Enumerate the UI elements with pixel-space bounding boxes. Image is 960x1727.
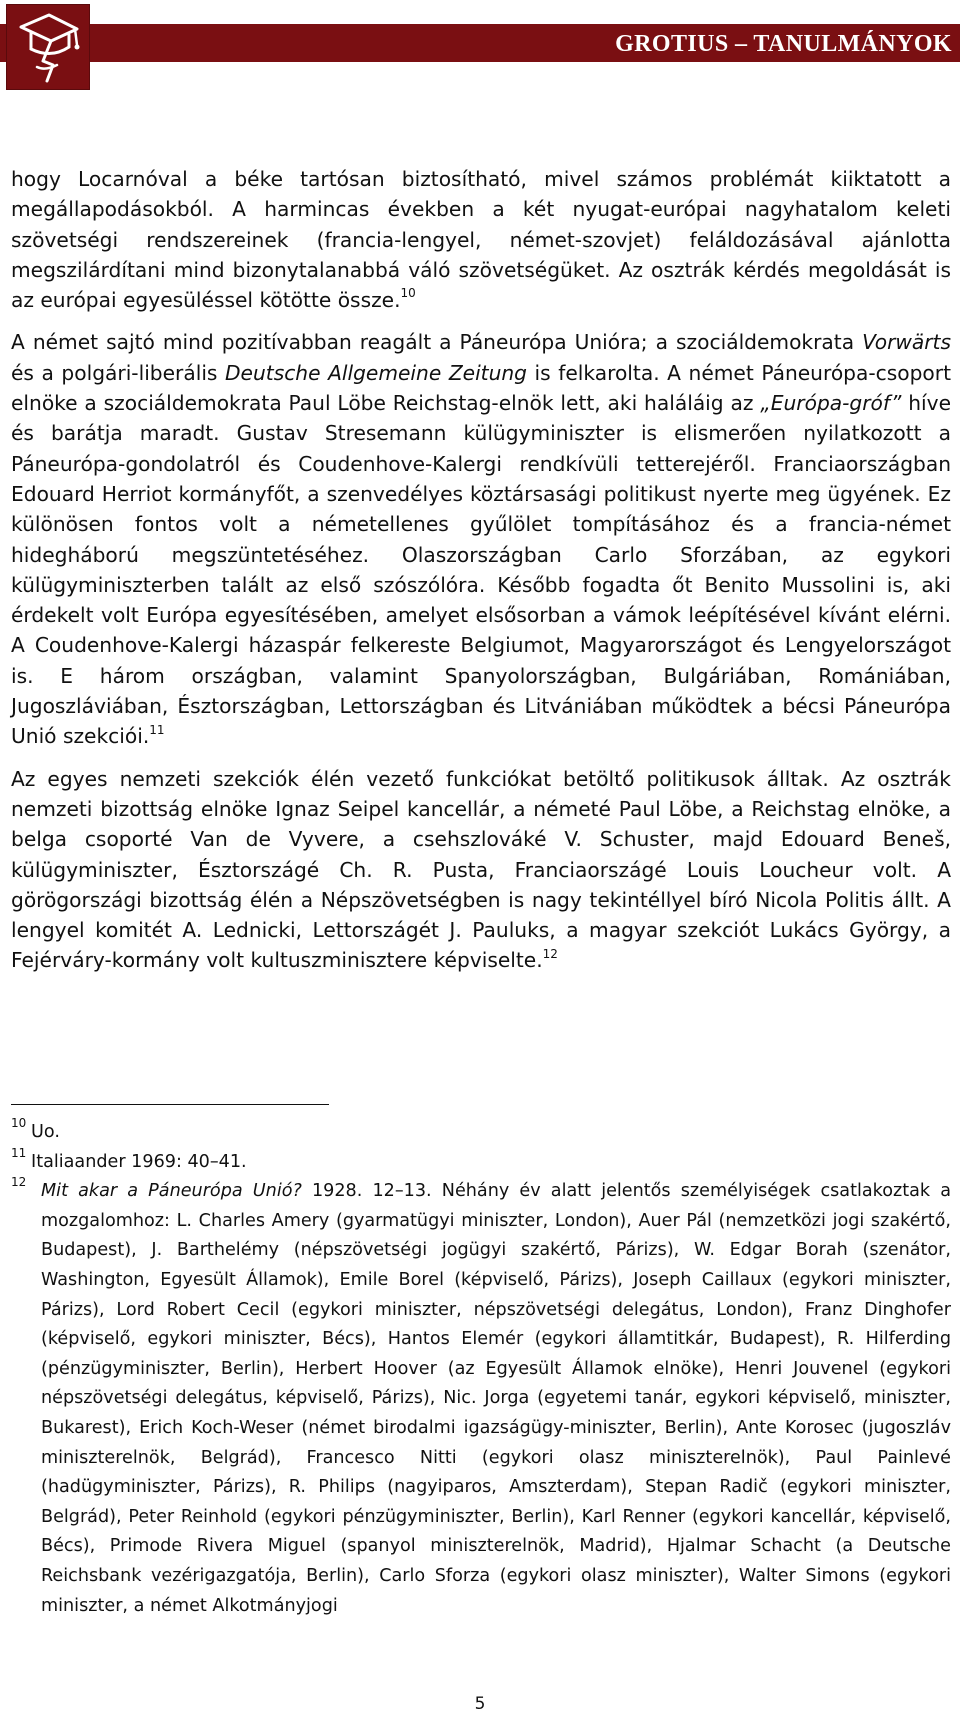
italic-title-vorwarts: Vorwärts (862, 330, 951, 355)
paragraph-1 (11, 164, 951, 315)
paragraph-text: és a polgári-liberális (11, 360, 226, 385)
journal-title: GROTIUS – TANULMÁNYOK (615, 31, 952, 57)
paragraph-text: hogy Locarnóval a béke tartósan biztosítható, mivel számos problémát kiiktatott a megállapodásokból. A harmincas években a két nyugat-európai nagyhatalom keleti szövetségi rendszereinek (francia-lengyel, német-szovjet) feláldozásával ajánlotta megszilárdítani mind bizonytalanabbá váló szövetségüket. Az osztrák kérdés megoldását is az európai egyesüléssel kötötte össze. (11, 167, 951, 313)
page-header (0, 0, 960, 90)
italic-title-daz: Deutsche Allgemeine Zeitung (225, 360, 527, 385)
footnote-ref-10[interactable]: 10 (400, 286, 416, 301)
footnote-12 (11, 1177, 951, 1621)
page-number: 5 (474, 1694, 486, 1714)
paragraph-text: Az egyes nemzeti szekciók élén vezető funkciókat betöltő politikusok álltak. Az osztrák nemzeti bizottság elnöke Ignaz Seipel kancellár, a németé Paul Löbe, a Reichstag elnöke, a belga csoporté Van de Vyvere, a csehszlováké V. Schuster, majd Edouard Beneš, külügyminiszter, Észtországé Ch. R. Pusta, Franciaországé Louis Loucheur volt. A görögországi bizottság élén a Népszövetségben is nagy tekintéllyel bíró Nicola Politis állt. A lengyel komitét A. Lednicki, Lettországét J. Pauluks, a magyar szekciót Lukács György, a Fejérváry-kormány volt kultuszminisztere képviselte. (11, 766, 951, 973)
footnote-11 (11, 1145, 951, 1178)
footnote-10 (11, 1118, 951, 1148)
italic-quote-europa-grof: „Európa-gróf” (760, 391, 902, 416)
grotius-logo-icon (6, 4, 90, 90)
paragraph-text: is felkarolta. A német Páneurópa-csoport elnöke a szociáldemokrata Paul Löbe Reichstag-elnök lett, aki haláláig az (11, 360, 951, 416)
footnote-number: 10 (11, 1116, 27, 1130)
footnote-divider (11, 1104, 329, 1105)
footnote-number: 12 (11, 1175, 27, 1190)
footnote-text: 1928. 12–13. Néhány év alatt jelentős személyiségek csatlakoztak a mozgalomhoz: L. Charles Amery (gyarmatügyi miniszter, London), Auer Pál (nemzetközi jogi szakértő, Budapest), J. Barthelémy (népszövetségi jogügyi szakértő, Párizs), W. Edgar Borah (szenátor, Washington, Egyesült Államok), Emile Borel (képviselő, Párizs), Joseph Caillaux (egykori miniszter, Párizs), Lord Robert Cecil (egykori miniszter, népszövetségi delegátus, London), Franz Dinghofer (képviselő, egykori miniszter, Bécs), Hantos Elemér (egykori államtitkár, Budapest), R. Hilferding (pénzügyminiszter, Berlin), Herbert Hoover (az Egyesült Államok elnöke), Henri Jouvenel (egykori népszövetségi delegátus, képviselő, Párizs), Nic. Jorga (egyetemi tanár, egykori képviselő, miniszter, Bukarest), Erich Koch-Weser (német birodalmi igazságügy-miniszter, Berlin), Ante Korosec (jugoszláv miniszterelnök, Belgrád), Francesco Nitti (egykori olasz miniszterelnök), Paul Painlevé (hadügyminiszter, Párizs), R. Philips (nagyiparos, Amszterdam), Stepan Radič (egykori miniszter, Belgrád), Peter Reinhold (egykori pénzügyminiszter, Berlin), Karl Renner (egykori kancellár, képviselő, Bécs), Primode Rivera Miguel (spanyol miniszterelnök, Madrid), Hjalmar Schacht (a Deutsche Reichsbank vezérigazgatója, Berlin), Carlo Sforza (egykori olasz miniszter), Walter Simons (egykori miniszter, a német Alkotmányjogi (41, 1181, 951, 1616)
paragraph-2 (11, 327, 951, 751)
footnotes (11, 1118, 951, 1621)
footnote-text: Italiaander 1969: 40–41. (31, 1151, 247, 1172)
paragraph-3 (11, 764, 951, 976)
footnote-text: Uo. (31, 1122, 60, 1142)
footnote-italic-title: Mit akar a Páneurópa Unió? (41, 1181, 302, 1202)
footnote-ref-11[interactable]: 11 (149, 722, 165, 737)
article-body (11, 164, 951, 976)
footnote-number: 11 (11, 1145, 27, 1160)
footnote-ref-12[interactable]: 12 (542, 946, 558, 961)
paragraph-text: híve és barátja maradt. Gustav Stresemann külügyminiszter is elismerően nyilatkozott a Páneurópa-gondolatról és Coudenhove-Kalergi rendkívüli tetterejéről. Franciaországban Edouard Herriot kormányfőt, a szenvedélyes köztársasági politikust nyerte meg ügyének. Ez különösen fontos volt a németellenes gyűlölet tompításához és a francia-német hidegháború megszüntetéséhez. Olaszországban Carlo Sforzában, az egykori külügyminiszterben talált az első szószólóra. Később fogadta őt Benito Mussolini is, aki érdekelt volt Európa egyesítésében, amelyet elsősorban a vámok leépítésével kívánt elérni. A Coudenhove-Kalergi házaspár felkereste Belgiumot, Magyarországot és Lengyelországot is. E három országban, valamint Spanyolországban, Bulgáriában, Romániában, Jugoszláviában, Észtországban, Lettországban és Litvániában működtek a bécsi Páneurópa Unió szekciói. (11, 391, 951, 749)
paragraph-text: A német sajtó mind pozitívabban reagált a Páneurópa Unióra; a szociáldemokrata (11, 330, 863, 355)
logo-graphic (7, 5, 89, 89)
